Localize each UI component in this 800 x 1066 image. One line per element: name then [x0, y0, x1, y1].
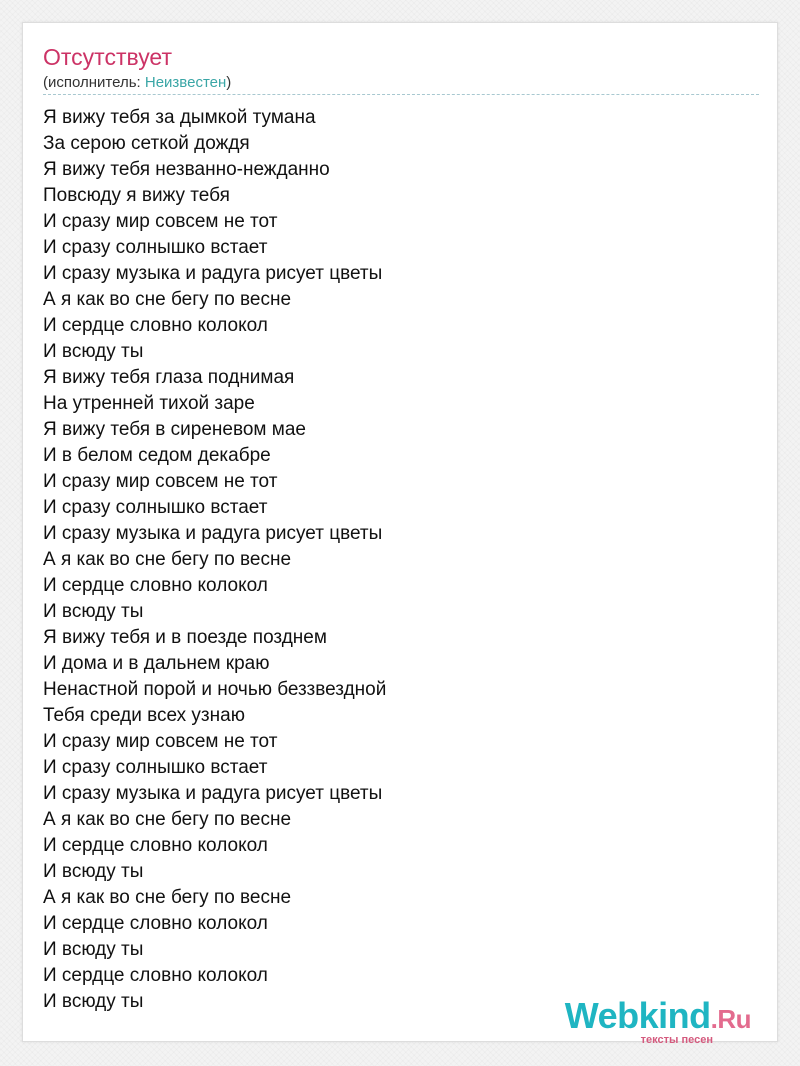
lyric-line: И сразу музыка и радуга рисует цветы: [43, 523, 383, 544]
lyric-line: И сразу солнышко встает: [43, 757, 268, 778]
lyric-line: И всюду ты: [43, 861, 144, 882]
lyric-line: И всюду ты: [43, 341, 144, 362]
artist-line: [43, 73, 231, 93]
artist-link[interactable]: Неизвестен: [144, 74, 227, 91]
lyric-line: А я как во сне бегу по весне: [43, 887, 292, 908]
lyric-line: Ненастной порой и ночью беззвездной: [43, 679, 387, 700]
lyric-line: А я как во сне бегу по весне: [43, 809, 292, 830]
lyric-line: На утренней тихой заре: [43, 393, 255, 414]
lyric-line: И дома и в дальнем краю: [43, 653, 270, 674]
lyric-line: И сразу солнышко встает: [43, 497, 268, 518]
lyric-line: И сердце словно колокол: [43, 315, 268, 336]
lyric-line: И всюду ты: [43, 991, 144, 1012]
logo-main-text: Webkind: [564, 995, 711, 1036]
lyric-line: Я вижу тебя глаза поднимая: [43, 367, 295, 388]
site-logo[interactable]: [565, 997, 751, 1046]
logo-tagline: тексты песен: [640, 1034, 713, 1046]
lyrics-body: [43, 105, 386, 1015]
lyric-line: А я как во сне бегу по весне: [43, 549, 292, 570]
lyric-line: И сердце словно колокол: [43, 913, 268, 934]
header-divider: [43, 94, 759, 95]
lyric-line: Я вижу тебя незванно-нежданно: [43, 159, 330, 180]
lyric-line: И сразу мир совсем не тот: [43, 211, 278, 232]
lyrics-card: [22, 22, 778, 1046]
lyric-line: А я как во сне бегу по весне: [43, 289, 292, 310]
lyric-line: И сразу солнышко встает: [43, 237, 268, 258]
lyric-line: Тебя среди всех узнаю: [43, 705, 245, 726]
lyric-line: И сразу музыка и радуга рисует цветы: [43, 783, 383, 804]
song-title: Отсутствует: [43, 44, 172, 70]
logo-wordmark: [565, 997, 751, 1038]
lyric-line: И в белом седом декабре: [43, 445, 271, 466]
lyric-line: И всюду ты: [43, 601, 144, 622]
lyric-line: И всюду ты: [43, 939, 144, 960]
lyric-line: И сердце словно колокол: [43, 575, 268, 596]
lyric-line: И сразу музыка и радуга рисует цветы: [43, 263, 383, 284]
lyric-line: Я вижу тебя за дымкой тумана: [43, 107, 316, 128]
lyric-line: И сразу мир совсем не тот: [43, 731, 278, 752]
lyric-line: За серою сеткой дождя: [43, 133, 250, 154]
lyric-line: И сердце словно колокол: [43, 835, 268, 856]
artist-prefix: (исполнитель:: [43, 74, 145, 91]
lyric-line: И сразу мир совсем не тот: [43, 471, 278, 492]
artist-suffix: ): [226, 74, 232, 91]
lyric-line: И сердце словно колокол: [43, 965, 268, 986]
lyric-line: Повсюду я вижу тебя: [43, 185, 230, 206]
lyric-line: Я вижу тебя и в поезде позднем: [43, 627, 327, 648]
logo-tld: .Ru: [710, 1004, 751, 1034]
lyric-line: Я вижу тебя в сиреневом мае: [43, 419, 306, 440]
